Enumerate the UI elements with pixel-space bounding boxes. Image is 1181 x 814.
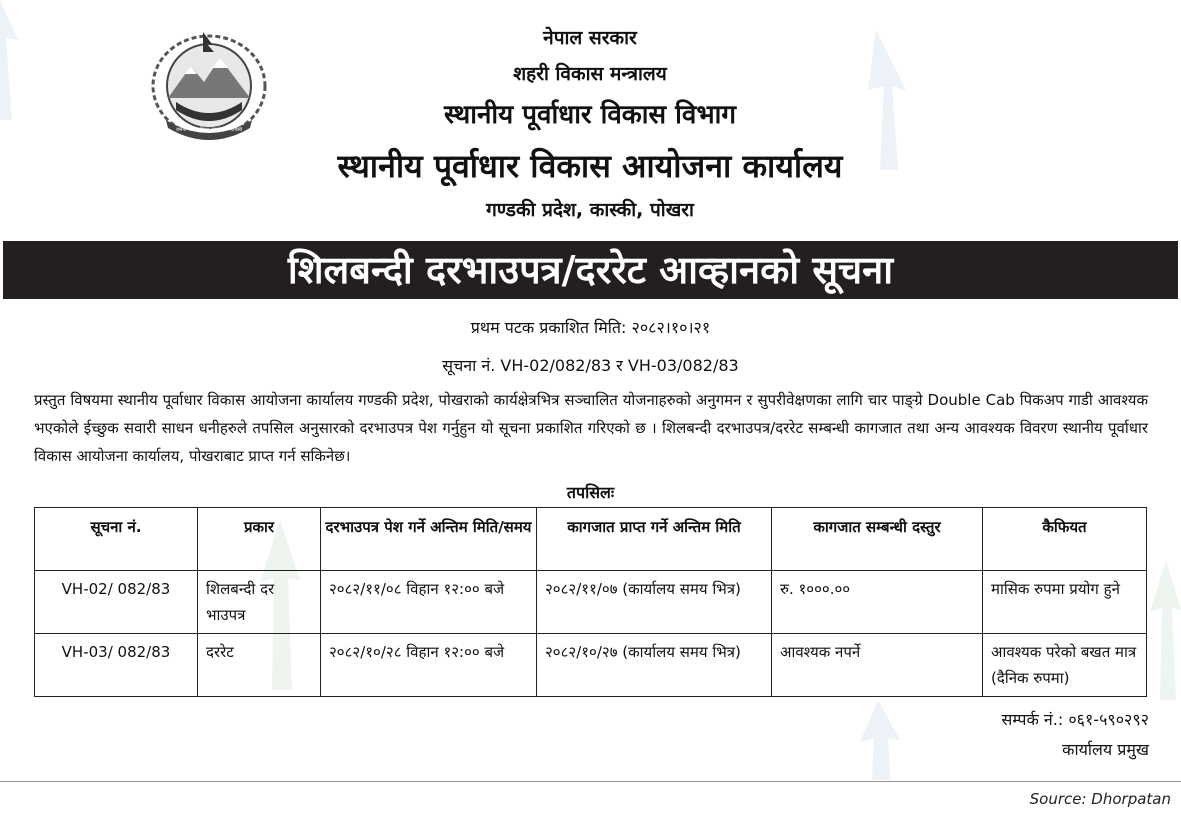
cell-document-deadline: २०८२/११/०७ (कार्यालय समय भित्र) — [537, 571, 772, 634]
table-row — [35, 634, 1147, 697]
notice-number: सूचना नं. VH-02/082/83 र VH-03/082/83 — [442, 356, 739, 375]
cell-document-fee: आवश्यक नपर्ने — [772, 634, 983, 697]
col-document-fee: कागजात सम्बन्धी दस्तुर — [772, 508, 983, 571]
office-address: गण्डकी प्रदेश, कास्की, पोखरा — [486, 199, 694, 221]
col-type: प्रकार — [198, 508, 321, 571]
first-published-date: प्रथम पटक प्रकाशित मिति: २०८२।१०।२१ — [470, 318, 711, 337]
col-submission-deadline: दरभाउपत्र पेश गर्ने अन्तिम मिति/समय — [321, 508, 537, 571]
department-name: स्थानीय पूर्वाधार विकास विभाग — [444, 100, 736, 130]
cell-type: शिलबन्दी दर भाउपत्र — [198, 571, 321, 634]
contact-number: सम्पर्क नं.: ०६१-५९०२९२ — [1001, 710, 1149, 729]
nepal-emblem-icon — [146, 28, 272, 140]
bid-details-table — [34, 507, 1147, 697]
table-header-row — [35, 508, 1147, 571]
footer-divider — [0, 781, 1181, 782]
col-document-deadline: कागजात प्राप्त गर्ने अन्तिम मिति — [537, 508, 772, 571]
cell-type: दररेट — [198, 634, 321, 697]
source-credit: Source: Dhorpatan — [1029, 790, 1171, 808]
emblem-motto: जननी जन्मभूमिश्च स्वर्गादपि गरीयसी — [175, 127, 243, 133]
cell-remarks: आवश्यक परेको बखत मात्र (दैनिक रुपमा) — [983, 634, 1147, 697]
watermark-arrow-icon — [1150, 560, 1181, 700]
cell-remarks: मासिक रुपमा प्रयोग हुने — [983, 571, 1147, 634]
cell-notice-no: VH-02/ 082/83 — [35, 571, 198, 634]
details-heading: तपसिलः — [566, 483, 615, 502]
government-name: नेपाल सरकार — [543, 27, 637, 49]
cell-notice-no: VH-03/ 082/83 — [35, 634, 198, 697]
cell-document-deadline: २०८२/१०/२७ (कार्यालय समय भित्र) — [537, 634, 772, 697]
cell-submission-deadline: २०८२/११/०८ विहान १२:०० बजे — [321, 571, 537, 634]
notice-body: प्रस्तुत विषयमा स्थानीय पूर्वाधार विकास आयोजना कार्यालय गण्डकी प्रदेश, पोखराको कार्यक्षेत्रभित्र सञ्चालित योजनाहरुको अनुगमन र सुपरीवेक्षणका लागि चार पाङ्ग्रे Double Cab पिकअप गाडी आवश्यक भएकोले ईच्छुक सवारी साधन धनीहरुले तपसिल अनुसारको दरभाउपत्र पेश गर्नुहुन यो सूचना प्रकाशित गरिएको छ । शिलबन्दी दरभाउपत्र/दररेट सम्बन्धी कागजात तथा अन्य आवश्यक विवरण स्थानीय पूर्वाधार विकास आयोजना कार्यालय, पोखराबाट प्राप्त गर्न सकिनेछ। — [34, 391, 1148, 465]
col-remarks: कैफियत — [983, 508, 1147, 571]
table-row — [35, 571, 1147, 634]
cell-document-fee: रु. १०००.०० — [772, 571, 983, 634]
col-notice-no: सूचना नं. — [35, 508, 198, 571]
cell-submission-deadline: २०८२/१०/२८ विहान १२:०० बजे — [321, 634, 537, 697]
ministry-name: शहरी विकास मन्त्रालय — [513, 63, 667, 85]
office-name: स्थानीय पूर्वाधार विकास आयोजना कार्यालय — [337, 147, 843, 185]
office-chief-signature: कार्यालय प्रमुख — [1062, 740, 1149, 759]
notice-title: शिलबन्दी दरभाउपत्र/दररेट आव्हानको सूचना — [3, 241, 1178, 299]
watermark-arrow-icon — [0, 0, 20, 120]
watermark-arrow-icon — [860, 700, 900, 780]
